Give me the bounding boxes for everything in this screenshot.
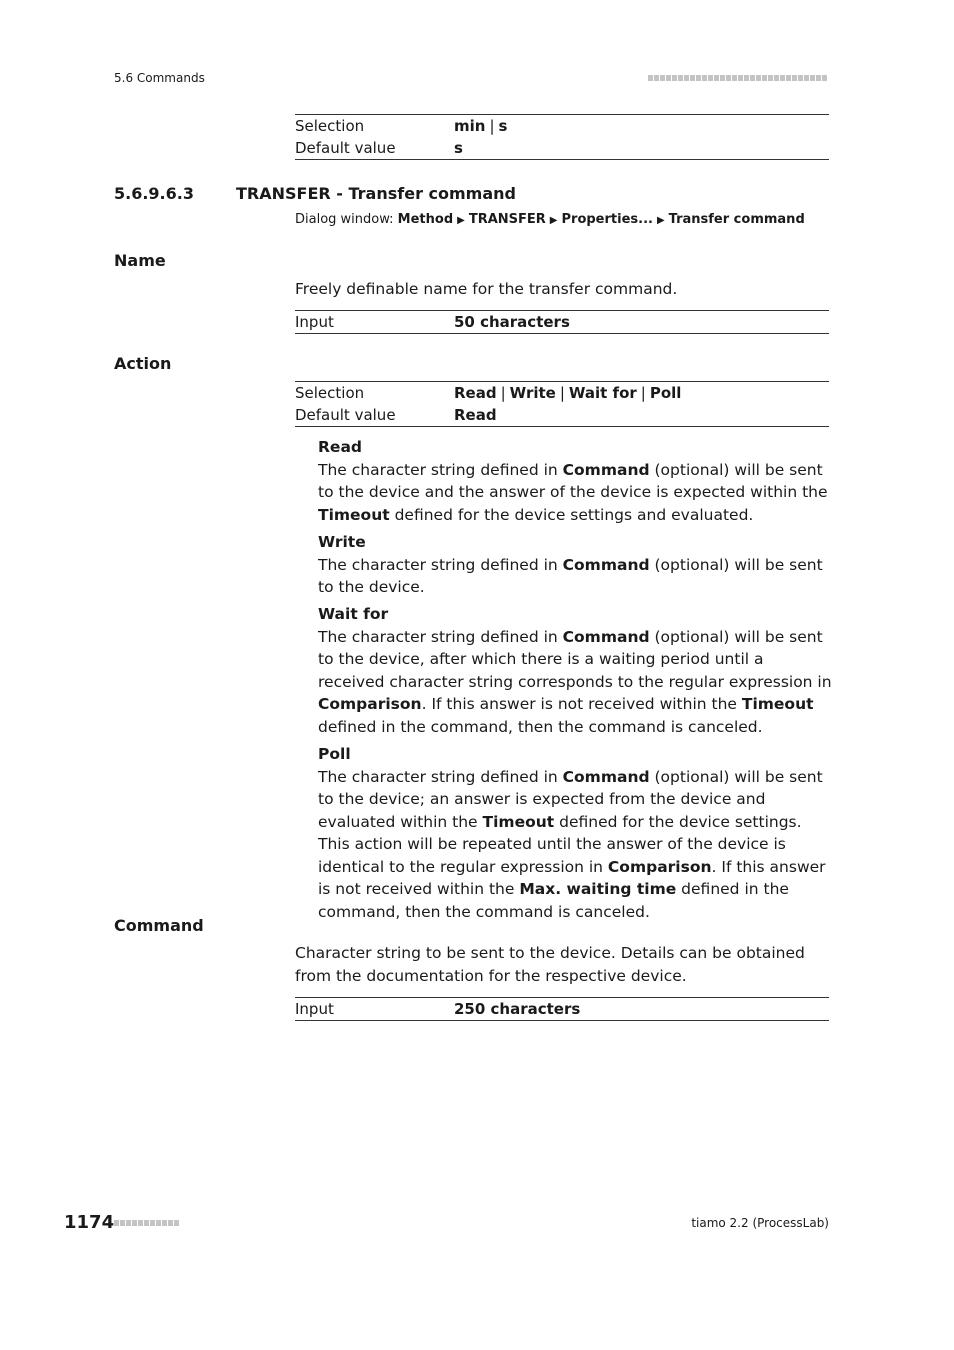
option-description: The character string defined in Command (optional) will be sent to the device and the answer of the device is expected within the Timeout defined for the device settings and evaluated. [318, 460, 828, 524]
page-number: 1174 [64, 1212, 115, 1233]
dialog-path-item: Properties... [561, 212, 653, 227]
dialog-path [295, 212, 805, 227]
dialog-path-item: TRANSFER [468, 212, 546, 227]
table-row [295, 115, 829, 138]
name-heading: Name [114, 251, 166, 270]
option-min: min [454, 117, 486, 135]
action-heading: Action [114, 354, 172, 373]
property-value: Read [454, 406, 497, 424]
footer-decoration-dots [114, 1220, 179, 1226]
property-value: 50 characters [454, 313, 570, 331]
command-description: Character string to be sent to the device. Details can be obtained from the documentation for the respective device. [295, 944, 805, 985]
separator: | [489, 117, 495, 135]
product-name: tiamo 2.2 (ProcessLab) [691, 1216, 829, 1230]
arrow-right-icon: ▶ [549, 215, 558, 226]
option-poll: Poll [649, 384, 682, 402]
option-title: Write [318, 533, 366, 551]
table-row [295, 998, 829, 1021]
property-value [454, 382, 829, 405]
separator: | [640, 384, 646, 402]
property-key: Default value [295, 139, 396, 157]
property-value [454, 115, 829, 138]
option-detail-write [318, 531, 833, 599]
option-title: Poll [318, 745, 351, 763]
option-detail-wait-for [318, 603, 833, 738]
selection-table-top [295, 114, 829, 160]
property-key: Selection [295, 117, 365, 135]
table-row [295, 137, 829, 160]
arrow-right-icon: ▶ [457, 215, 465, 226]
table-row [295, 311, 829, 334]
option-read: Read [454, 384, 497, 402]
command-heading: Command [114, 916, 204, 935]
dialog-path-item: Method [397, 212, 454, 227]
option-description: The character string defined in Command (optional) will be sent to the device; an answer is expected from the device and evaluated within the Timeout defined for the device settings. This action will be repeated until the answer of the device is identical to the regular expression in Comparison. If this answer is not received within the Max. waiting time defined in the command, then the command is canceled. [318, 767, 826, 921]
option-title: Read [318, 438, 363, 456]
option-description: The character string defined in Command (optional) will be sent to the device. [318, 555, 823, 596]
table-row [295, 382, 829, 405]
property-key: Input [295, 313, 334, 331]
header-decoration-dots [648, 75, 827, 81]
section-title: TRANSFER - Transfer command [236, 184, 516, 203]
option-detail-read [318, 436, 833, 526]
command-input-table [295, 997, 829, 1021]
section-number: 5.6.9.6.3 [114, 184, 194, 203]
option-write: Write [509, 384, 556, 402]
option-title: Wait for [318, 605, 389, 623]
separator: | [500, 384, 506, 402]
dialog-path-item: Transfer command [668, 212, 805, 227]
name-description: Freely definable name for the transfer command. [295, 280, 678, 298]
action-selection-table [295, 381, 829, 427]
property-key: Input [295, 1000, 334, 1018]
property-key: Default value [295, 406, 396, 424]
option-s: s [498, 117, 508, 135]
table-row [295, 404, 829, 427]
separator: | [559, 384, 565, 402]
property-value: 250 characters [454, 1000, 581, 1018]
property-key: Selection [295, 384, 365, 402]
option-detail-poll [318, 743, 833, 923]
property-value: s [454, 139, 463, 157]
dialog-path-prefix: Dialog window: [295, 212, 394, 227]
name-input-table [295, 310, 829, 334]
arrow-right-icon: ▶ [656, 215, 665, 226]
running-header-section: 5.6 Commands [114, 71, 205, 85]
option-description: The character string defined in Command (optional) will be sent to the device, after which there is a waiting period until a received character string corresponds to the regular expression in Comparison. If this answer is not received within the Timeout defined in the command, then the command is canceled. [318, 627, 832, 736]
option-wait-for: Wait for [568, 384, 637, 402]
